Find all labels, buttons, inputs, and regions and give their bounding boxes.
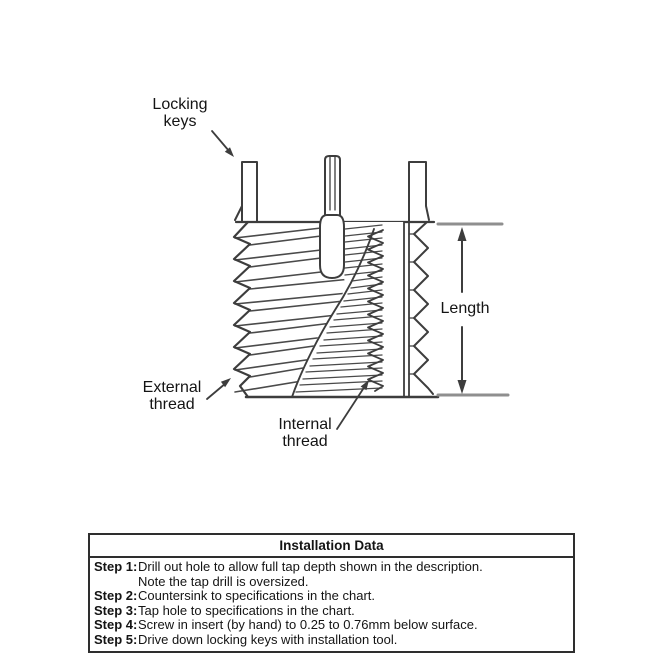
table-row — [94, 633, 570, 648]
length-arrowhead-up-icon — [458, 227, 467, 241]
internal-thread-label — [255, 416, 355, 450]
step-text: Tap hole to specifications in the chart. — [138, 602, 355, 618]
external-thread-profile — [234, 222, 250, 397]
external-thread-label-line2: thread — [149, 396, 195, 413]
step-text-line: Note the tap drill is oversized. — [138, 573, 309, 589]
table-row — [94, 618, 570, 633]
locking-key-center — [325, 156, 340, 215]
table-row — [94, 560, 570, 589]
step-text: Drive down locking keys with installation tool. — [138, 631, 398, 647]
locking-keys-label-line2: keys — [163, 113, 197, 130]
table-row — [94, 589, 570, 604]
internal-thread-label-line2: thread — [282, 433, 328, 450]
key-slot-capsule — [320, 215, 344, 278]
locking-key-center-grooves — [330, 157, 335, 210]
length-arrowhead-down-icon — [458, 380, 467, 394]
installation-data-body — [90, 558, 573, 651]
step-label: Step 3: — [94, 602, 138, 618]
step-label: Step 1: — [94, 559, 138, 574]
locking-key-left — [235, 162, 257, 222]
step-label: Step 4: — [94, 617, 138, 632]
locking-key-right — [409, 162, 429, 222]
length-label-text: Length — [440, 300, 490, 317]
external-thread-label — [122, 379, 222, 413]
step-text-line: Drill out hole to allow full tap depth shown in the description. — [138, 559, 483, 574]
step-text — [138, 560, 570, 589]
external-thread-label-line1: External — [142, 379, 202, 396]
bore-edge-lines — [404, 222, 409, 397]
step-label: Step 5: — [94, 631, 138, 647]
installation-data-title: Installation Data — [90, 535, 573, 558]
locking-keys-leader — [212, 131, 229, 151]
installation-data-table — [88, 533, 575, 653]
table-row — [94, 604, 570, 619]
internal-thread-label-line1: Internal — [278, 416, 332, 433]
step-text: Screw in insert (by hand) to 0.25 to 0.76mm below surface. — [138, 617, 478, 632]
step-label: Step 2: — [94, 588, 138, 603]
locking-keys-label — [130, 96, 230, 130]
step-text: Countersink to specifications in the chart. — [138, 588, 376, 603]
length-label — [430, 300, 500, 317]
locking-keys-label-line1: Locking — [152, 96, 208, 113]
